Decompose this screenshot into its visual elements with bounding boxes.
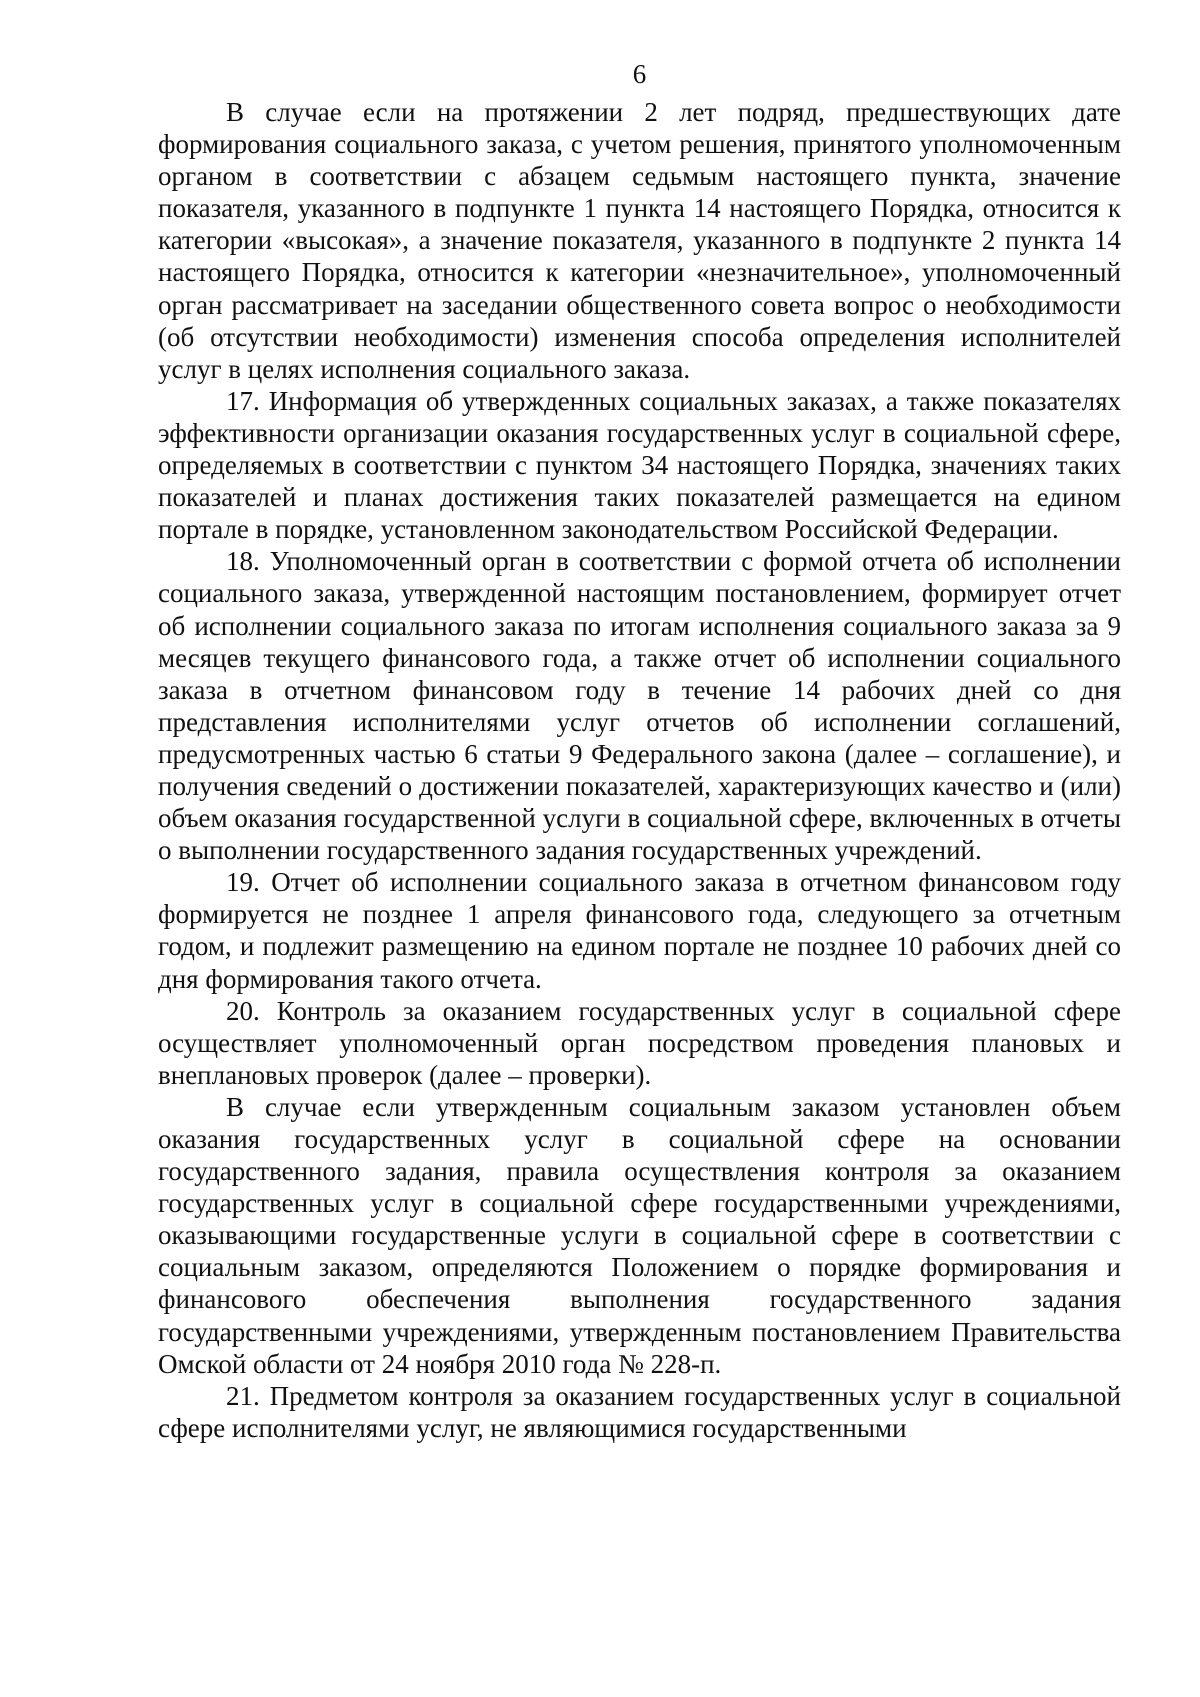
paragraph-21: 21. Предметом контроля за оказанием государственных услуг в социальной сфере исполнителями услуг, не являющимися государственными (158, 1380, 1121, 1443)
paragraph-control-rules: В случае если утвержденным социальным заказом установлен объем оказания государственных услуг в социальной сфере на основании государственного задания, правила осуществления контроля за оказанием государственных услуг в социальной сфере государственными учреждениями, оказывающими государственные услуги в социальной сфере в соответствии с социальным заказом, определяются Положением о порядке формирования и финансового обеспечения выполнения государственного задания государственными учреждениями, утвержденным постановлением Правительства Омской области от 24 ноября 2010 года № 228-п. (158, 1091, 1121, 1379)
page-number: 6 (632, 59, 647, 89)
paragraph-20: 20. Контроль за оказанием государственных услуг в социальной сфере осуществляет уполномоченный орган посредством проведения плановых и внеплановых проверок (далее – проверки). (158, 995, 1121, 1090)
document-page (158, 58, 1121, 1444)
paragraph-change-method: В случае если на протяжении 2 лет подряд, предшествующих дате формирования социального заказа, с учетом решения, принятого уполномоченным органом в соответствии с абзацем седьмым настоящего пункта, значение показателя, указанного в подпункте 1 пункта 14 настоящего Порядка, относится к категории «высокая», а значение показателя, указанного в подпункте 2 пункта 14 настоящего Порядка, относится к категории «незначительное», уполномоченный орган рассматривает на заседании общественного совета вопрос о необходимости (об отсутствии необходимости) изменения способа определения исполнителей услуг в целях исполнения социального заказа. (158, 97, 1121, 384)
paragraph-17: 17. Информация об утвержденных социальных заказах, а также показателях эффективности организации оказания государственных услуг в социальной сфере, определяемых в соответствии с пунктом 34 настоящего Порядка, значениях таких показателей и планах достижения таких показателей размещается на едином портале в порядке, установленном законодательством Российской Федерации. (158, 385, 1121, 545)
paragraph-19: 19. Отчет об исполнении социального заказа в отчетном финансовом году формируется не позднее 1 апреля финансового года, следующего за отчетным годом, и подлежит размещению на едином портале не позднее 10 рабочих дней со дня формирования такого отчета. (158, 867, 1121, 994)
paragraph-18: 18. Уполномоченный орган в соответствии с формой отчета об исполнении социального заказа, утвержденной настоящим постановлением, формирует отчет об исполнении социального заказа по итогам исполнения социального заказа за 9 месяцев текущего финансового года, а также отчет об исполнении социального заказа в отчетном финансовом году в течение 14 рабочих дней со дня представления исполнителями услуг отчетов об исполнении соглашений, предусмотренных частью 6 статьи 9 Федерального закона (далее – соглашение), и получения сведений о достижении показателей, характеризующих качество и (или) объем оказания государственной услуги в социальной сфере, включенных в отчеты о выполнении государственного задания государственных учреждений. (158, 546, 1121, 866)
